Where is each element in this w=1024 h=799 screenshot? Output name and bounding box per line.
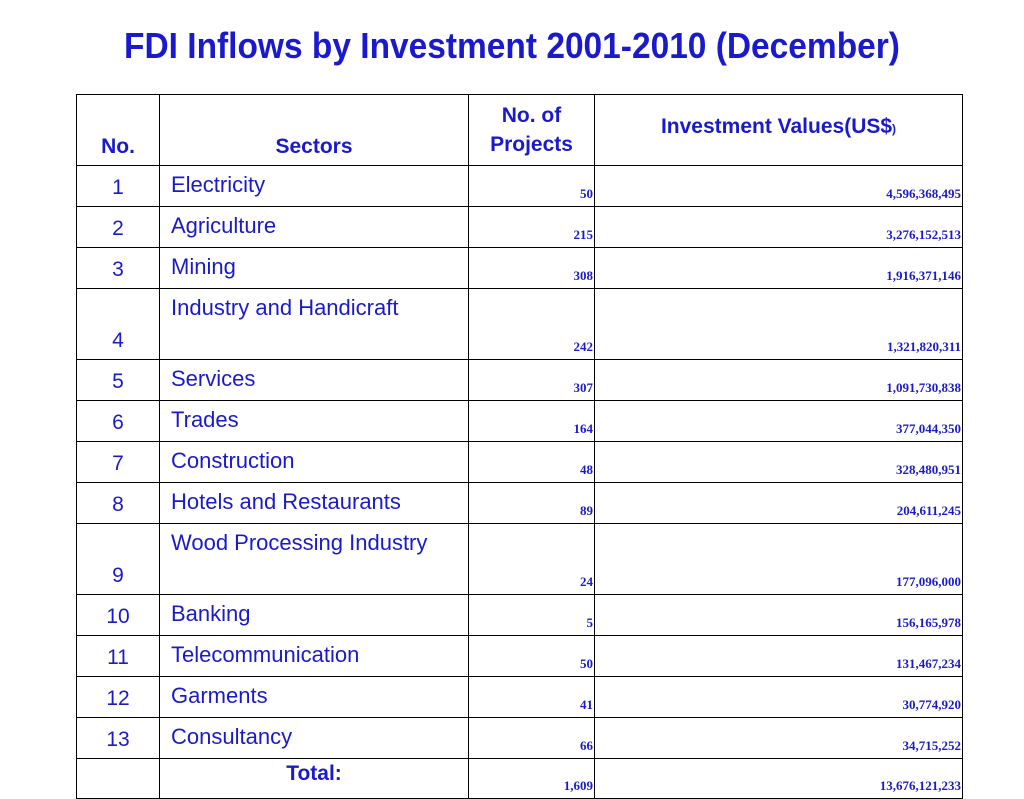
sector-name: Industry and Handicraft [160, 289, 469, 360]
col-header-investment-value [595, 95, 963, 166]
project-count: 50 [469, 636, 595, 677]
sector-name: Garments [160, 677, 469, 718]
total-row [77, 759, 963, 799]
project-count: 5 [469, 595, 595, 636]
total-projects: 1,609 [469, 759, 595, 799]
row-number: 12 [77, 677, 160, 718]
sector-name: Wood Processing Industry [160, 524, 469, 595]
table-row [77, 718, 963, 759]
investment-value: 3,276,152,513 [595, 207, 963, 248]
table-row [77, 442, 963, 483]
table-row [77, 677, 963, 718]
row-number: 10 [77, 595, 160, 636]
col-header-sectors: Sectors [160, 95, 469, 166]
sector-name: Agriculture [160, 207, 469, 248]
table-row [77, 524, 963, 595]
investment-value: 131,467,234 [595, 636, 963, 677]
sector-name: Mining [160, 248, 469, 289]
row-number: 8 [77, 483, 160, 524]
table-row [77, 595, 963, 636]
page-title: FDI Inflows by Investment 2001-2010 (December) [124, 25, 900, 66]
total-label: Total: [160, 759, 469, 799]
row-number: 6 [77, 401, 160, 442]
table-row [77, 248, 963, 289]
investment-value: 377,044,350 [595, 401, 963, 442]
col-header-investment-value-label: Investment Values(US$ [660, 115, 893, 138]
investment-value: 156,165,978 [595, 595, 963, 636]
col-header-no: No. [77, 95, 160, 166]
row-number: 7 [77, 442, 160, 483]
table-row [77, 636, 963, 677]
row-number: 13 [77, 718, 160, 759]
project-count: 24 [469, 524, 595, 595]
project-count: 215 [469, 207, 595, 248]
row-number: 1 [77, 166, 160, 207]
investment-value: 30,774,920 [595, 677, 963, 718]
table-row [77, 289, 963, 360]
project-count: 89 [469, 483, 595, 524]
row-number: 4 [77, 289, 160, 360]
row-number: 9 [77, 524, 160, 595]
project-count: 164 [469, 401, 595, 442]
sector-name: Banking [160, 595, 469, 636]
table-header-row [77, 95, 963, 166]
col-header-investment-value-suffix: ) [892, 122, 897, 136]
sector-name: Construction [160, 442, 469, 483]
sector-name: Hotels and Restaurants [160, 483, 469, 524]
total-investment-value: 13,676,121,233 [595, 759, 963, 799]
sector-name: Consultancy [160, 718, 469, 759]
project-count: 308 [469, 248, 595, 289]
project-count: 41 [469, 677, 595, 718]
fdi-table [76, 94, 963, 799]
table-row [77, 360, 963, 401]
investment-value: 1,321,820,311 [595, 289, 963, 360]
investment-value: 328,480,951 [595, 442, 963, 483]
project-count: 242 [469, 289, 595, 360]
col-header-projects: No. of Projects [469, 95, 595, 166]
sector-name: Trades [160, 401, 469, 442]
sector-name: Services [160, 360, 469, 401]
investment-value: 34,715,252 [595, 718, 963, 759]
project-count: 307 [469, 360, 595, 401]
project-count: 66 [469, 718, 595, 759]
table-row [77, 483, 963, 524]
project-count: 50 [469, 166, 595, 207]
project-count: 48 [469, 442, 595, 483]
investment-value: 1,091,730,838 [595, 360, 963, 401]
investment-value: 177,096,000 [595, 524, 963, 595]
total-no-cell [77, 759, 160, 799]
sector-name: Electricity [160, 166, 469, 207]
table-body [77, 166, 963, 759]
investment-value: 204,611,245 [595, 483, 963, 524]
table-row [77, 207, 963, 248]
investment-value: 1,916,371,146 [595, 248, 963, 289]
sector-name: Telecommunication [160, 636, 469, 677]
row-number: 5 [77, 360, 160, 401]
table-row [77, 401, 963, 442]
row-number: 2 [77, 207, 160, 248]
table-row [77, 166, 963, 207]
row-number: 3 [77, 248, 160, 289]
row-number: 11 [77, 636, 160, 677]
investment-value: 4,596,368,495 [595, 166, 963, 207]
